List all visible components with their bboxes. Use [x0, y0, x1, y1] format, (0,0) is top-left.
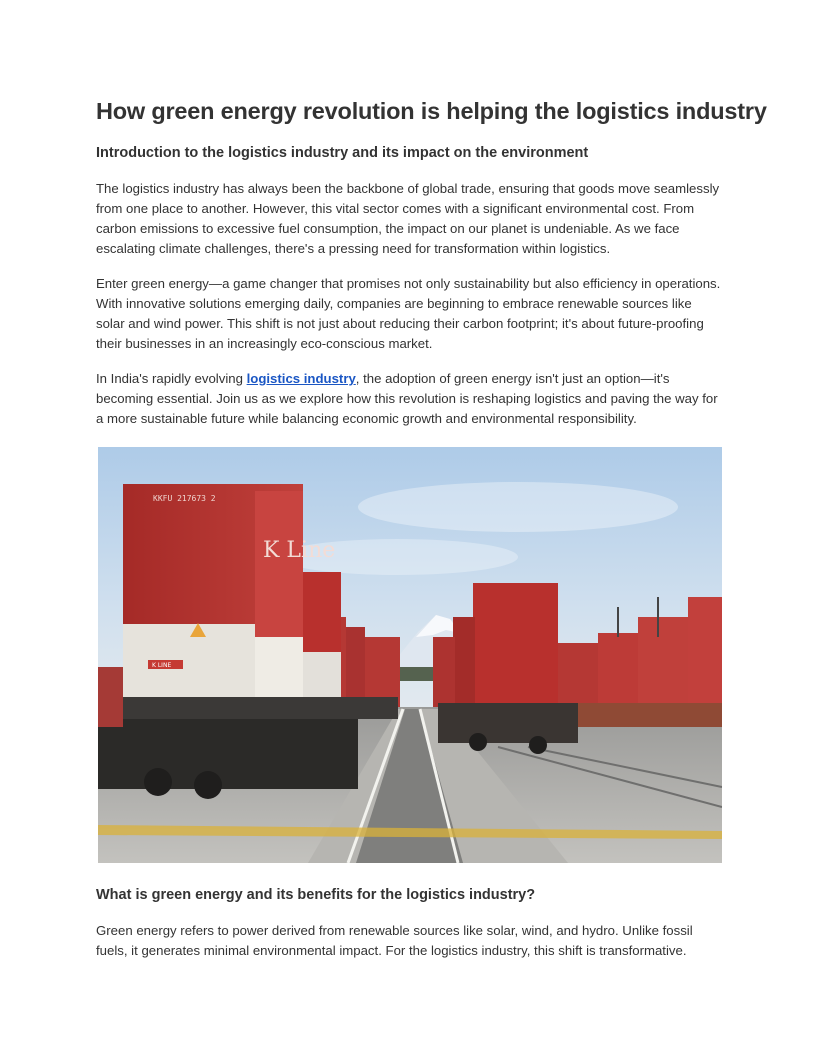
intro-heading: Introduction to the logistics industry and its impact on the environment [96, 145, 589, 161]
article-title: How green energy revolution is helping the logistics industry [96, 98, 767, 124]
paragraph-green-energy: Enter green energy—a game changer that promises not only sustainability but also efficiency in operations. With innovative solutions emerging daily, companies are beginning to embrace renewable sources like solar and wind power. This shift is not just about reducing their carbon footprint; it's about future-proofing their businesses in an increasingly eco-conscious market. [96, 276, 721, 351]
paragraph-india-end: , the adoption of green energy isn't just an option—it's becoming essential. Join us as we explore how this revolution is reshaping logistics and paving the way for a more sustainable future while balancing economic growth and environmental responsibility. [96, 371, 718, 426]
logistics-industry-link[interactable]: logistics industry [246, 371, 356, 386]
container-label-text: K LINE [152, 662, 172, 669]
container-brand-text: K Line [263, 538, 336, 563]
paragraph-india-start: In India's rapidly evolving [96, 371, 247, 386]
paragraph-green-energy-definition: Green energy refers to power derived from renewable sources like solar, wind, and hydro. Unlike fossil fuels, it generates minimal environmental impact. For the logistics industry, this shift is transformative. [96, 923, 693, 958]
document-page [96, 96, 767, 961]
freight-train-photo [98, 447, 722, 863]
paragraph-india [96, 369, 722, 429]
container-number-text: KKFU 217673 2 [153, 494, 216, 503]
paragraph-intro: The logistics industry has always been the backbone of global trade, ensuring that goods move seamlessly from one place to another. However, this vital sector comes with a significant environmental cost. From carbon emissions to excessive fuel consumption, the impact on our planet is undeniable. As we face escalating climate challenges, there's a pressing need for transformation within logistics. [96, 181, 720, 256]
section-heading-green-energy: What is green energy and its benefits for the logistics industry? [96, 887, 536, 903]
